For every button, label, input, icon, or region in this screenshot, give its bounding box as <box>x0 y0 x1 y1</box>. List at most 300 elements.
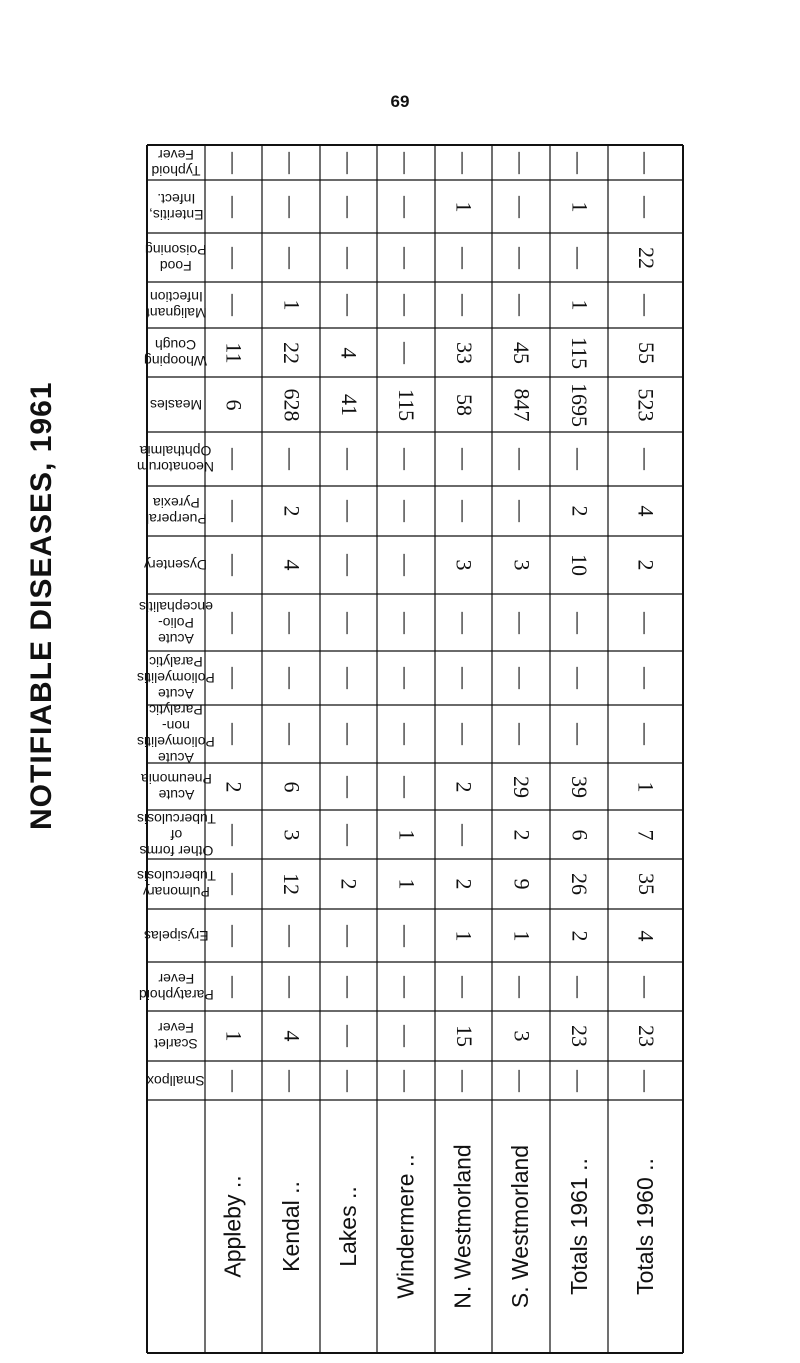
table-cell <box>608 377 683 432</box>
cell-value: — <box>394 975 419 998</box>
column-header <box>137 702 215 766</box>
table-cell <box>262 909 320 962</box>
table-cell <box>205 328 262 377</box>
cell-value: — <box>394 195 419 218</box>
cell-value: — <box>451 294 477 316</box>
cell-value: 1 <box>394 829 419 840</box>
cell-value: — <box>279 723 304 745</box>
table-cell <box>262 1011 320 1061</box>
table-cell <box>205 145 262 180</box>
cell-value: 115 <box>394 388 419 421</box>
cell-value: — <box>567 246 592 269</box>
table-cell <box>262 377 320 432</box>
cell-value: — <box>336 448 362 470</box>
table-cell <box>550 594 608 651</box>
cell-value: 1 <box>509 930 534 941</box>
cell-value: 35 <box>633 873 659 895</box>
table-cell <box>262 282 320 328</box>
column-header-text: Food Poisoning <box>145 241 207 274</box>
table-cell <box>435 705 492 763</box>
table-cell <box>435 328 492 377</box>
cell-value: — <box>336 775 362 798</box>
cell-value: — <box>451 151 477 174</box>
cell-value: — <box>221 975 247 998</box>
cell-value: 4 <box>279 559 304 571</box>
cell-value: 3 <box>279 829 304 840</box>
cell-value: — <box>221 723 247 745</box>
table-cell <box>377 328 435 377</box>
table-cell <box>262 651 320 705</box>
cell-value: — <box>633 1069 659 1092</box>
table-cell <box>205 705 262 763</box>
cell-value: 1 <box>221 1030 247 1042</box>
column-header-text: Acute Poliomyelitis Paralytic <box>137 654 215 702</box>
table-cell <box>320 594 377 651</box>
table-cell <box>550 810 608 859</box>
table-cell <box>262 763 320 810</box>
cell-value: — <box>336 1025 362 1047</box>
cell-value: — <box>451 1069 477 1092</box>
table-cell <box>435 810 492 859</box>
table-cell <box>435 486 492 536</box>
table-cell <box>377 233 435 282</box>
table-cell <box>550 377 608 432</box>
cell-value: — <box>336 1069 362 1092</box>
table-cell <box>608 763 683 810</box>
table-cell <box>492 432 550 486</box>
cell-value: 6 <box>279 781 304 792</box>
table-cell <box>492 328 550 377</box>
column-header-text: Acute Poliomyelitis non-Paralytic <box>137 702 215 766</box>
cell-value: — <box>394 924 419 947</box>
column-header <box>148 182 204 231</box>
cell-value: 628 <box>279 388 304 421</box>
cell-value: — <box>509 294 534 316</box>
table-cell <box>205 377 262 432</box>
table-cell <box>320 486 377 536</box>
cell-value: — <box>221 667 247 689</box>
cell-value: 6 <box>221 399 247 410</box>
cell-value: 7 <box>633 829 659 840</box>
cell-value: — <box>394 151 419 174</box>
cell-value: — <box>567 975 592 998</box>
district-label-text: S. Westmorland <box>507 1144 534 1309</box>
table-cell <box>377 1061 435 1100</box>
column-header <box>136 861 216 907</box>
table-cell <box>550 1011 608 1061</box>
table-cell <box>320 233 377 282</box>
cell-value: — <box>451 500 477 522</box>
cell-value: — <box>336 554 362 576</box>
district-label <box>492 1100 550 1353</box>
cell-value: — <box>509 151 534 174</box>
cell-value: — <box>279 195 304 218</box>
table-cell <box>205 180 262 233</box>
district-label <box>608 1100 683 1353</box>
table-cell <box>377 377 435 432</box>
table-cell <box>492 282 550 328</box>
table-cell <box>262 1061 320 1100</box>
cell-value: 2 <box>221 781 247 792</box>
cell-value: — <box>221 195 247 218</box>
cell-value: 1 <box>567 299 592 311</box>
table-cell <box>320 810 377 859</box>
table-cell <box>550 962 608 1011</box>
table-cell <box>492 377 550 432</box>
table-cell <box>262 962 320 1011</box>
cell-value: — <box>394 554 419 576</box>
table-cell <box>435 180 492 233</box>
table-cell <box>262 536 320 594</box>
table-cell <box>608 432 683 486</box>
cell-value: — <box>221 554 247 576</box>
table-cell <box>608 1061 683 1100</box>
cell-value: 3 <box>509 559 534 571</box>
cell-value: — <box>394 1069 419 1092</box>
table-cell <box>608 233 683 282</box>
table-cell <box>262 328 320 377</box>
cell-value: 26 <box>567 873 592 895</box>
district-label-text: Totals 1961 .. <box>565 1158 592 1295</box>
cell-value: — <box>509 195 534 218</box>
cell-value: — <box>279 611 304 634</box>
table-cell <box>492 145 550 180</box>
district-label-text: N. Westmorland <box>450 1144 476 1309</box>
cell-value: — <box>394 500 419 522</box>
cell-value: — <box>451 975 477 998</box>
cell-value: 523 <box>633 388 659 421</box>
district-label-text: Totals 1960 .. <box>632 1158 658 1295</box>
table-cell <box>608 705 683 763</box>
column-header-text: Scarlet Fever <box>154 1020 198 1052</box>
cell-value: — <box>509 448 534 470</box>
table-cell <box>320 282 377 328</box>
cell-value: — <box>221 246 247 269</box>
cell-value: — <box>509 723 534 745</box>
column-header-text: Neonatorum Ophthalmia <box>137 443 215 475</box>
column-header <box>144 538 208 592</box>
table-cell <box>608 145 683 180</box>
cell-value: 12 <box>279 873 304 895</box>
table-cell <box>205 536 262 594</box>
district-label-text: Lakes .. <box>335 1186 362 1267</box>
table-cell <box>320 377 377 432</box>
cell-value: 6 <box>567 829 592 840</box>
cell-value: — <box>394 723 419 745</box>
column-header-text: Dysentery <box>144 557 208 573</box>
cell-value: — <box>394 246 419 269</box>
column-header <box>136 810 216 859</box>
table-cell <box>492 763 550 810</box>
column-header-text: Measles <box>149 396 203 413</box>
cell-value: — <box>221 1069 247 1092</box>
table-cell <box>608 859 683 909</box>
column-header <box>145 235 207 280</box>
table-cell <box>435 594 492 651</box>
cell-value: — <box>394 1025 419 1047</box>
table-cell <box>435 432 492 486</box>
table-cell <box>320 859 377 909</box>
table-cell <box>320 536 377 594</box>
cell-value: — <box>633 723 659 745</box>
table-cell <box>435 233 492 282</box>
cell-value: — <box>394 775 419 798</box>
cell-value: — <box>633 611 659 634</box>
table-cell <box>492 909 550 962</box>
table-cell <box>608 651 683 705</box>
column-header <box>144 330 208 375</box>
table-cell <box>492 594 550 651</box>
column-header <box>139 596 213 649</box>
cell-value: 9 <box>509 878 534 890</box>
cell-value: 33 <box>451 341 477 364</box>
cell-value: 2 <box>509 829 534 840</box>
cell-value: — <box>336 723 362 745</box>
table-cell <box>377 909 435 962</box>
column-header-text: Whooping Cough <box>144 336 208 369</box>
cell-value: 55 <box>633 341 659 364</box>
table-cell <box>435 859 492 909</box>
cell-value: 2 <box>451 878 477 890</box>
cell-value: 15 <box>451 1025 477 1047</box>
column-header <box>151 147 201 178</box>
cell-value: — <box>336 151 362 174</box>
table-cell <box>435 282 492 328</box>
column-header <box>145 284 207 326</box>
district-label <box>377 1100 435 1353</box>
cell-value: 1 <box>451 930 477 941</box>
table-cell <box>608 594 683 651</box>
table-cell <box>205 594 262 651</box>
column-header-text: Typhoid Fever <box>151 146 201 179</box>
cell-value: 1 <box>394 878 419 890</box>
table-cell <box>550 763 608 810</box>
cell-value: — <box>221 151 247 174</box>
cell-value: — <box>279 246 304 269</box>
cell-value: 22 <box>633 246 659 269</box>
table-cell <box>205 651 262 705</box>
column-header-text: Acute Pneumonia <box>140 770 212 803</box>
cell-value: 4 <box>336 347 362 358</box>
table-cell <box>608 1011 683 1061</box>
cell-value: — <box>567 1069 592 1092</box>
table-cell <box>550 432 608 486</box>
table-cell <box>320 180 377 233</box>
table-cell <box>377 145 435 180</box>
table-cell <box>550 859 608 909</box>
table-cell <box>492 705 550 763</box>
table-cell <box>320 145 377 180</box>
table-cell <box>435 651 492 705</box>
table-cell <box>608 536 683 594</box>
table-cell <box>320 1011 377 1061</box>
cell-value: 1 <box>451 201 477 212</box>
cell-value: — <box>221 448 247 470</box>
table-cell <box>608 486 683 536</box>
table-cell <box>550 909 608 962</box>
cell-value: — <box>394 294 419 316</box>
column-header-text: Puerperal Pyrexia <box>145 495 207 527</box>
table-cell <box>492 1061 550 1100</box>
table-cell <box>262 859 320 909</box>
table-cell <box>550 328 608 377</box>
table-cell <box>492 859 550 909</box>
table-cell <box>550 233 608 282</box>
table-cell <box>608 328 683 377</box>
cell-value: 2 <box>279 505 304 517</box>
cell-value: — <box>394 341 419 364</box>
table-cell <box>205 282 262 328</box>
cell-value: — <box>451 667 477 689</box>
table-cell <box>608 180 683 233</box>
cell-value: — <box>451 448 477 470</box>
table-cell <box>435 909 492 962</box>
cell-value: 4 <box>279 1030 304 1042</box>
cell-value: 4 <box>633 505 659 517</box>
column-header <box>143 911 209 960</box>
column-header-text: Paratyphoid Fever <box>138 970 214 1003</box>
table-cell <box>262 594 320 651</box>
cell-value: — <box>394 611 419 634</box>
cell-value: — <box>509 611 534 634</box>
cell-value: 2 <box>336 878 362 890</box>
cell-value: 29 <box>509 775 534 798</box>
cell-value: — <box>509 246 534 269</box>
cell-value: 10 <box>567 554 592 576</box>
cell-value: — <box>509 667 534 689</box>
table-cell <box>205 763 262 810</box>
table-cell <box>492 536 550 594</box>
table-cell <box>320 651 377 705</box>
cell-value: — <box>336 246 362 269</box>
cell-value: — <box>279 924 304 947</box>
table-cell <box>377 763 435 810</box>
table-cell <box>205 486 262 536</box>
table-cell <box>608 810 683 859</box>
cell-value: 2 <box>633 559 659 571</box>
cell-value: — <box>336 975 362 998</box>
cell-value: — <box>221 611 247 634</box>
table-cell <box>205 909 262 962</box>
cell-value: — <box>567 667 592 689</box>
cell-value: 4 <box>633 930 659 941</box>
cell-value: 23 <box>633 1025 659 1047</box>
column-header <box>151 379 201 430</box>
table-cell <box>205 1011 262 1061</box>
table-cell <box>320 962 377 1011</box>
table-cell <box>435 536 492 594</box>
table-cell <box>262 810 320 859</box>
cell-value: — <box>509 975 534 998</box>
cell-value: — <box>567 448 592 470</box>
cell-value: — <box>394 667 419 689</box>
table-cell <box>550 180 608 233</box>
table-cell <box>550 651 608 705</box>
table-cell <box>435 1011 492 1061</box>
table-cell <box>262 145 320 180</box>
cell-value: 22 <box>279 341 304 364</box>
table-cell <box>320 763 377 810</box>
table-cell <box>262 233 320 282</box>
table-cell <box>550 1061 608 1100</box>
cell-value: — <box>279 1069 304 1092</box>
district-label-text: Windermere .. <box>392 1154 419 1299</box>
table-cell <box>205 432 262 486</box>
table-cell <box>492 962 550 1011</box>
cell-value: — <box>279 448 304 470</box>
table-cell <box>550 536 608 594</box>
table-cell <box>435 1061 492 1100</box>
cell-value: 39 <box>567 775 592 798</box>
cell-value: — <box>633 448 659 470</box>
table-cell <box>205 810 262 859</box>
cell-value: 2 <box>567 505 592 517</box>
table-cell <box>377 594 435 651</box>
table-cell <box>550 486 608 536</box>
table-cell <box>492 180 550 233</box>
table-cell <box>492 233 550 282</box>
table-cell <box>320 328 377 377</box>
cell-value: — <box>633 294 659 316</box>
column-header-text: Erysipelas <box>143 927 209 944</box>
cell-value: 2 <box>451 781 477 792</box>
side-title: NOTIFIABLE DISEASES, 1961 <box>25 381 58 830</box>
table-cell <box>205 859 262 909</box>
table-cell <box>492 810 550 859</box>
cell-value: — <box>336 294 362 316</box>
cell-value: — <box>336 924 362 947</box>
cell-value: — <box>394 448 419 470</box>
cell-value: — <box>633 195 659 218</box>
cell-value: 58 <box>451 393 477 416</box>
table-cell <box>377 536 435 594</box>
cell-value: — <box>336 823 362 846</box>
column-header-text: Pulmonary Tuberculosis <box>136 868 216 900</box>
table-cell <box>377 651 435 705</box>
column-header-text: Smallpox <box>147 1072 205 1089</box>
table-cell <box>435 962 492 1011</box>
table-cell <box>608 909 683 962</box>
table-cell <box>377 810 435 859</box>
table-cell <box>377 962 435 1011</box>
column-header <box>147 1063 205 1098</box>
table-cell <box>320 432 377 486</box>
cell-value: — <box>279 151 304 174</box>
column-header <box>140 765 212 808</box>
column-header <box>137 653 215 703</box>
column-header <box>138 964 214 1009</box>
cell-value: — <box>567 611 592 634</box>
page-number: 69 <box>390 92 410 111</box>
cell-value: — <box>221 294 247 316</box>
cell-value: 45 <box>509 341 534 364</box>
cell-value: — <box>221 873 247 895</box>
cell-value: 1 <box>633 781 659 792</box>
table-cell <box>492 651 550 705</box>
cell-value: 1695 <box>567 382 592 427</box>
table-cell <box>377 1011 435 1061</box>
table-cell <box>435 145 492 180</box>
table-cell <box>435 763 492 810</box>
table-cell <box>377 432 435 486</box>
cell-value: — <box>567 723 592 745</box>
cell-value: — <box>221 924 247 947</box>
cell-value: 3 <box>451 559 477 571</box>
table-cell <box>320 1061 377 1100</box>
table-cell <box>377 705 435 763</box>
column-header <box>151 1013 201 1059</box>
table-cell <box>608 962 683 1011</box>
